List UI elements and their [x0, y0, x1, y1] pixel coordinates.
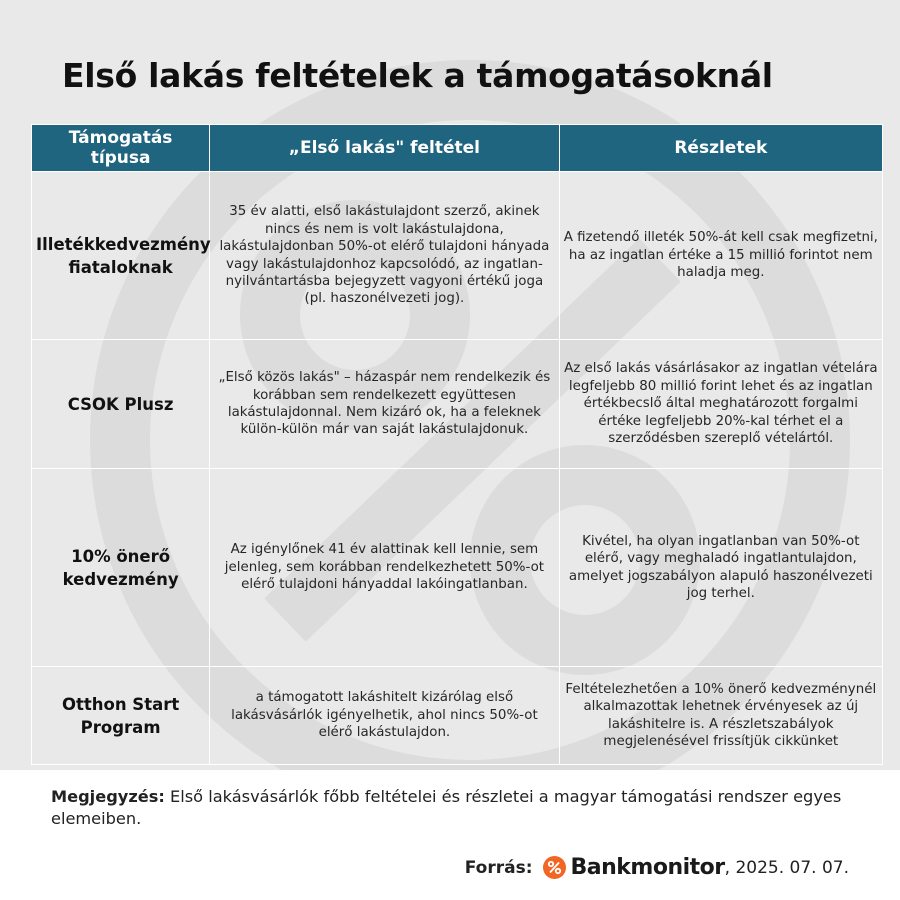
- table-row: [32, 340, 883, 469]
- brand-logo-text: Bankmonitor: [570, 855, 725, 880]
- table-row: [32, 469, 883, 667]
- details-cell: A fizetendő illeték 50%-át kell csak megfizetni, ha az ingatlan értéke a 15 millió forintot nem haladja meg.: [559, 172, 882, 340]
- details-cell: Feltételezhetően a 10% önerő kedvezménynél alkalmazottak lehetnek érvényesek az új lakáshitelre is. A részletszabályok megjelenésével frissítjük cikkünket: [559, 667, 882, 765]
- header-details: Részletek: [559, 125, 882, 172]
- table-header-row: [32, 125, 883, 172]
- footnote: [51, 786, 851, 830]
- support-table: [31, 124, 883, 765]
- support-type-cell: Illetékkedvezmény fiataloknak: [32, 172, 210, 340]
- condition-cell: 35 év alatti, első lakástulajdont szerző, akinek nincs és nem is volt lakástulajdona, lakástulajdonban 50%-ot elérő tulajdoni hányada vagy lakástulajdonhoz kapcsolódó, az ingatlan-nyilvántartásba bejegyzett vagyoni értékű joga (pl. haszonélvezeti jog).: [210, 172, 559, 340]
- source-date: , 2025. 07. 07.: [724, 857, 849, 878]
- percent-icon: [543, 856, 566, 879]
- table-row: [32, 667, 883, 765]
- note-text: Első lakásvásárlók főbb feltételei és részletei a magyar támogatási rendszer egyes elemeiben.: [51, 787, 842, 828]
- support-type-cell: Otthon Start Program: [32, 667, 210, 765]
- header-condition: „Első lakás" feltétel: [210, 125, 559, 172]
- support-type-cell: 10% önerő kedvezmény: [32, 469, 210, 667]
- source-label: Forrás:: [464, 857, 533, 878]
- source-credit: [465, 855, 849, 880]
- table-row: [32, 172, 883, 340]
- details-cell: Az első lakás vásárlásakor az ingatlan vételára legfeljebb 80 millió forint lehet és az ingatlan értékbecslő által meghatározott forgalmi értéke legfeljebb 20%-kal térhet el a szerződésben szereplő vételártól.: [559, 340, 882, 469]
- condition-cell: „Első közös lakás" – házaspár nem rendelkezik és korábban sem rendelkezett együttesen lakástulajdonnal. Nem kizáró ok, ha a feleknek külön-külön már van saját lakástulajdonuk.: [210, 340, 559, 469]
- details-cell: Kivétel, ha olyan ingatlanban van 50%-ot elérő, vagy meghaladó ingatlantulajdon, amelyet jogszabályon alapuló haszonélvezeti jog terhel.: [559, 469, 882, 667]
- condition-cell: Az igénylőnek 41 év alattinak kell lennie, sem jelenleg, sem korábban rendelkezhetett 50%-ot elérő tulajdoni hányaddal lakóingatlanban.: [210, 469, 559, 667]
- page-title: Első lakás feltételek a támogatásoknál: [62, 56, 773, 95]
- condition-cell: a támogatott lakáshitelt kizárólag első lakásvásárlók igényelhetik, ahol nincs 50%-ot elérő lakástulajdon.: [210, 667, 559, 765]
- note-label: Megjegyzés:: [51, 787, 165, 806]
- support-type-cell: CSOK Plusz: [32, 340, 210, 469]
- header-type: Támogatás típusa: [32, 125, 210, 172]
